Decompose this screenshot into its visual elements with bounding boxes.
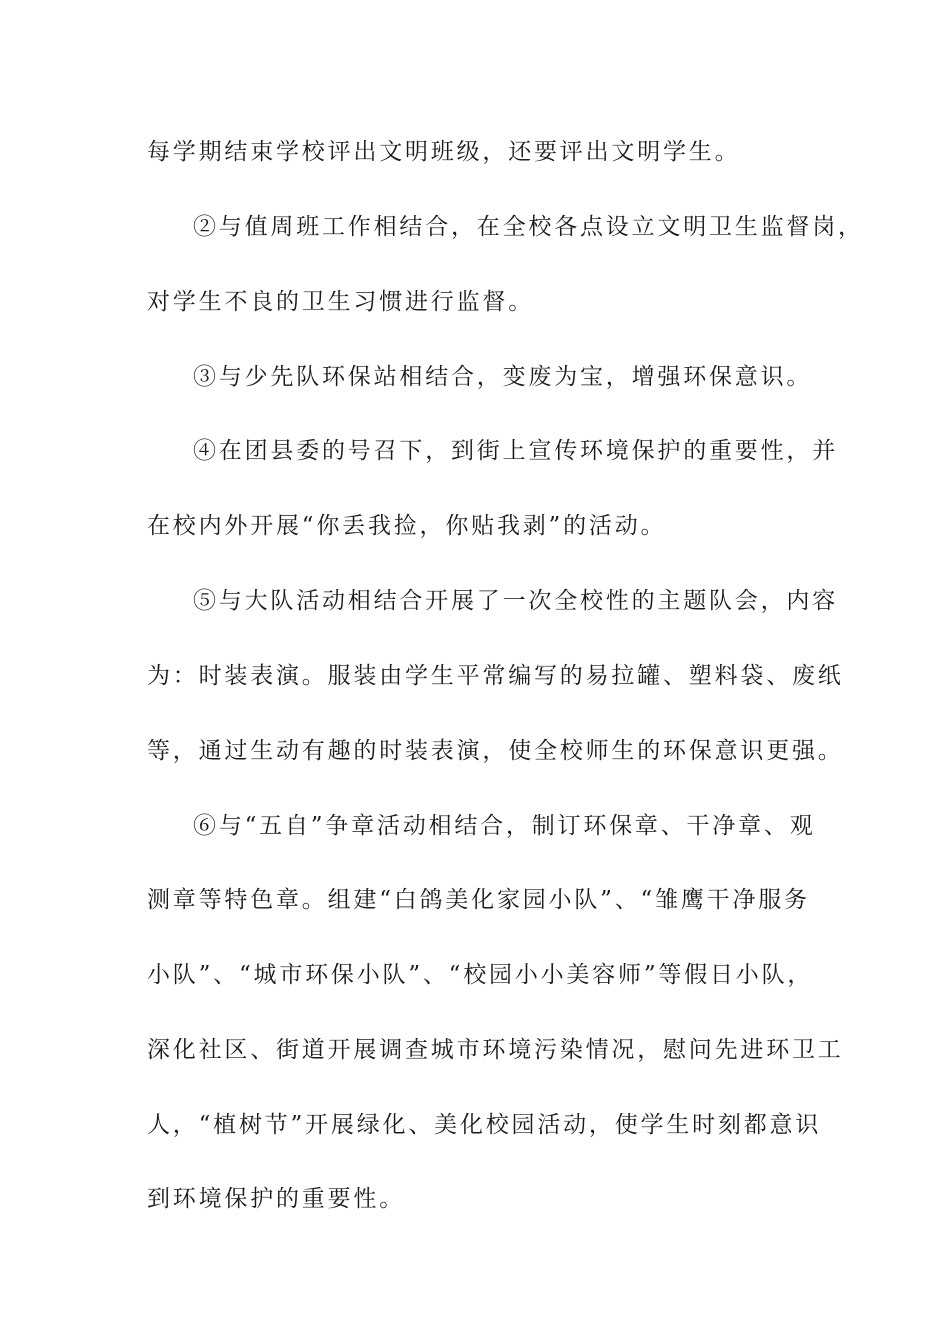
text-line-10: ⑥与“五自”争章活动相结合，制订环保章、干净章、观 — [193, 813, 816, 839]
text-line-6: 在校内外开展“你丢我捡，你贴我剥”的活动。 — [147, 513, 667, 539]
text-line-7: ⑤与大队活动相结合开展了一次全校性的主题队会，内容 — [193, 588, 838, 614]
text-line-5: ④在团县委的号召下，到街上宣传环境保护的重要性，并 — [193, 438, 838, 464]
text-line-9: 等，通过生动有趣的时装表演，使全校师生的环保意识更强。 — [147, 738, 844, 764]
text-line-8: 为：时装表演。服装由学生平常编写的易拉罐、塑料袋、废纸 — [147, 663, 844, 689]
text-line-12: 小队”、“城市环保小队”、“校园小小美容师”等假日小队， — [147, 962, 814, 988]
text-line-2: ②与值周班工作相结合，在全校各点设立文明卫生监督岗， — [193, 214, 864, 240]
text-line-4: ③与少先队环保站相结合，变废为宝，增强环保意识。 — [193, 364, 813, 390]
text-line-14: 人，“植树节”开展绿化、美化校园活动，使学生时刻都意识 — [147, 1112, 822, 1138]
text-line-1: 每学期结束学校评出文明班级，还要评出文明学生。 — [147, 139, 741, 165]
text-line-15: 到环境保护的重要性。 — [147, 1186, 405, 1212]
text-line-11: 测章等特色章。组建“白鸽美化家园小队”、“雏鹰干净服务 — [147, 887, 810, 913]
text-line-13: 深化社区、街道开展调查城市环境污染情况，慰问先进环卫工 — [147, 1037, 844, 1063]
text-line-3: 对学生不良的卫生习惯进行监督。 — [147, 289, 534, 315]
